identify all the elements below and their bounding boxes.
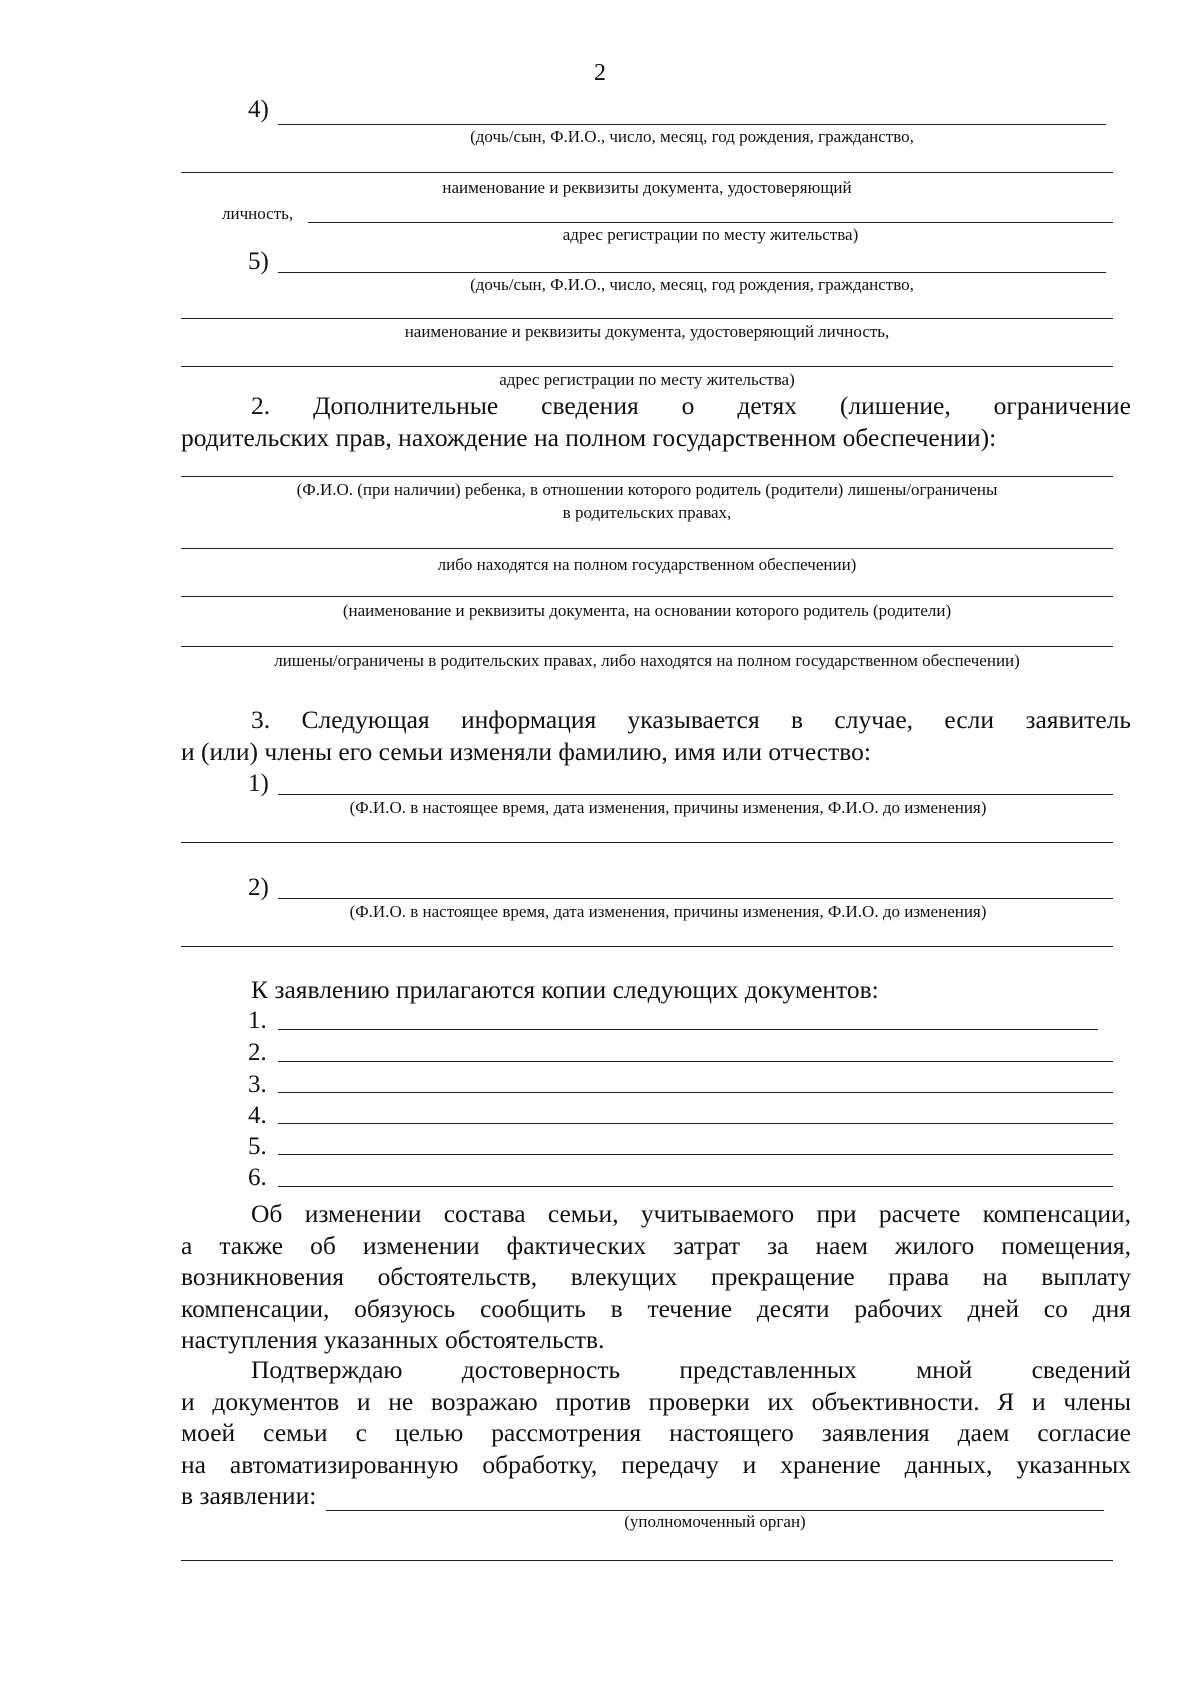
section-2-caption-3: (наименование и реквизиты документа, на основании которого родитель (родители) xyxy=(342,601,952,620)
section-3-item-2-caption: (Ф.И.О. в настоящее время, дата изменения, причины изменения, Ф.И.О. до изменения) xyxy=(349,902,987,921)
authorized-body-caption: (уполномоченный орган) xyxy=(624,1512,806,1531)
section-3-item-1-fill-line-2[interactable] xyxy=(181,842,1113,843)
notification-paragraph xyxy=(181,1198,1131,1356)
item-4-caption-3: адрес регистрации по месту жительства) xyxy=(562,225,859,244)
section-3-item-2-label: 2) xyxy=(248,874,269,901)
section-3-item-1-caption: (Ф.И.О. в настоящее время, дата изменения, причины изменения, Ф.И.О. до изменения) xyxy=(349,798,987,817)
section-3-item-1-label: 1) xyxy=(248,770,269,797)
item-5-fill-line-1[interactable] xyxy=(278,272,1106,273)
notification-line-1: Об изменении состава семьи, учитываемого при расчете компенсации, xyxy=(251,1199,1131,1228)
attachment-4-label: 4. xyxy=(248,1102,267,1129)
section-2-fill-line-1[interactable] xyxy=(181,476,1113,477)
section-2-fill-line-3[interactable] xyxy=(181,596,1113,597)
item-4-fill-line-3[interactable] xyxy=(308,222,1113,223)
item-5-label: 5) xyxy=(248,248,269,275)
section-3-item-2-fill-line-2[interactable] xyxy=(181,946,1113,947)
section-2-heading xyxy=(181,390,1131,453)
item-4-caption-2: наименование и реквизиты документа, удостоверяющий xyxy=(442,178,852,197)
consent-paragraph xyxy=(181,1354,1131,1480)
section-2-fill-line-4[interactable] xyxy=(181,646,1113,647)
notification-line-3: возникновения обстоятельств, влекущих прекращение права на выплату xyxy=(181,1262,1131,1291)
attachment-6-fill-line[interactable] xyxy=(278,1186,1113,1187)
section-2-fill-line-2[interactable] xyxy=(181,548,1113,549)
attachment-5-label: 5. xyxy=(248,1133,267,1160)
item-5-caption-2: наименование и реквизиты документа, удостоверяющий личность, xyxy=(404,322,890,341)
attachment-3-label: 3. xyxy=(248,1071,267,1098)
page-number: 2 xyxy=(594,60,606,86)
item-4-fill-line-1[interactable] xyxy=(278,124,1106,125)
item-5-fill-line-3[interactable] xyxy=(181,366,1113,367)
attachment-1-fill-line[interactable] xyxy=(278,1029,1098,1030)
attachment-3-fill-line[interactable] xyxy=(278,1092,1113,1093)
item-4-label: 4) xyxy=(248,96,269,123)
notification-line-5: наступления указанных обстоятельств. xyxy=(181,1325,605,1354)
section-2-caption-2: либо находятся на полном государственном обеспечении) xyxy=(437,555,857,574)
item-4-fill-line-2[interactable] xyxy=(181,172,1113,173)
section-2-caption-1a: (Ф.И.О. (при наличии) ребенка, в отношении которого родитель (родители) лишены/ограничены xyxy=(296,480,998,499)
consent-line-2: и документов и не возражаю против проверки их объективности. Я и члены xyxy=(181,1386,1131,1416)
notification-line-4: компенсации, обязуюсь сообщить в течение десяти рабочих дней со дня xyxy=(181,1293,1131,1323)
attachments-heading: К заявлению прилагаются копии следующих документов: xyxy=(251,975,879,1004)
attachment-5-fill-line[interactable] xyxy=(278,1154,1113,1155)
consent-line-1: Подтверждаю достоверность представленных мной сведений xyxy=(251,1355,1131,1384)
section-2-caption-4: лишены/ограничены в родительских правах, либо находятся на полном государственном обеспечении) xyxy=(274,651,1020,670)
item-5-caption-3: адрес регистрации по месту жительства) xyxy=(499,370,795,389)
section-3-item-1-fill-line[interactable] xyxy=(278,794,1113,795)
attachment-2-label: 2. xyxy=(248,1039,267,1066)
item-5-caption-1: (дочь/сын, Ф.И.О., число, месяц, год рождения, гражданство, xyxy=(470,275,914,294)
section-2-line-1: 2. Дополнительные сведения о детях (лишение, ограничение xyxy=(251,391,1131,420)
section-3-line-2: и (или) члены его семьи изменяли фамилию, имя или отчество: xyxy=(181,736,871,766)
section-2-line-2: родительских прав, нахождение на полном государственном обеспечении): xyxy=(181,422,997,452)
consent-line-4: на автоматизированную обработку, передачу и хранение данных, указанных xyxy=(181,1449,1131,1479)
attachment-6-label: 6. xyxy=(248,1164,267,1191)
notification-line-2: а также об изменении фактических затрат за наем жилого помещения, xyxy=(181,1230,1131,1260)
authorized-body-fill-line-2[interactable] xyxy=(181,1560,1113,1561)
section-3-heading xyxy=(181,704,1131,767)
attachment-1-label: 1. xyxy=(248,1007,267,1034)
item-4-prefix: личность, xyxy=(222,204,294,223)
section-3-item-2-fill-line[interactable] xyxy=(278,898,1113,899)
section-3-line-1: 3. Следующая информация указывается в случае, если заявитель xyxy=(251,705,1131,734)
item-4-caption-1: (дочь/сын, Ф.И.О., число, месяц, год рождения, гражданство, xyxy=(470,127,914,146)
authorized-body-fill-line[interactable] xyxy=(326,1510,1104,1511)
consent-last-prefix: в заявлении: xyxy=(181,1481,317,1510)
consent-line-3: моей семьи с целью рассмотрения настоящего заявления даем согласие xyxy=(181,1418,1131,1447)
item-5-fill-line-2[interactable] xyxy=(181,318,1113,319)
attachment-4-fill-line[interactable] xyxy=(278,1123,1113,1124)
attachment-2-fill-line[interactable] xyxy=(278,1061,1113,1062)
section-2-caption-1b: в родительских правах, xyxy=(562,503,732,522)
